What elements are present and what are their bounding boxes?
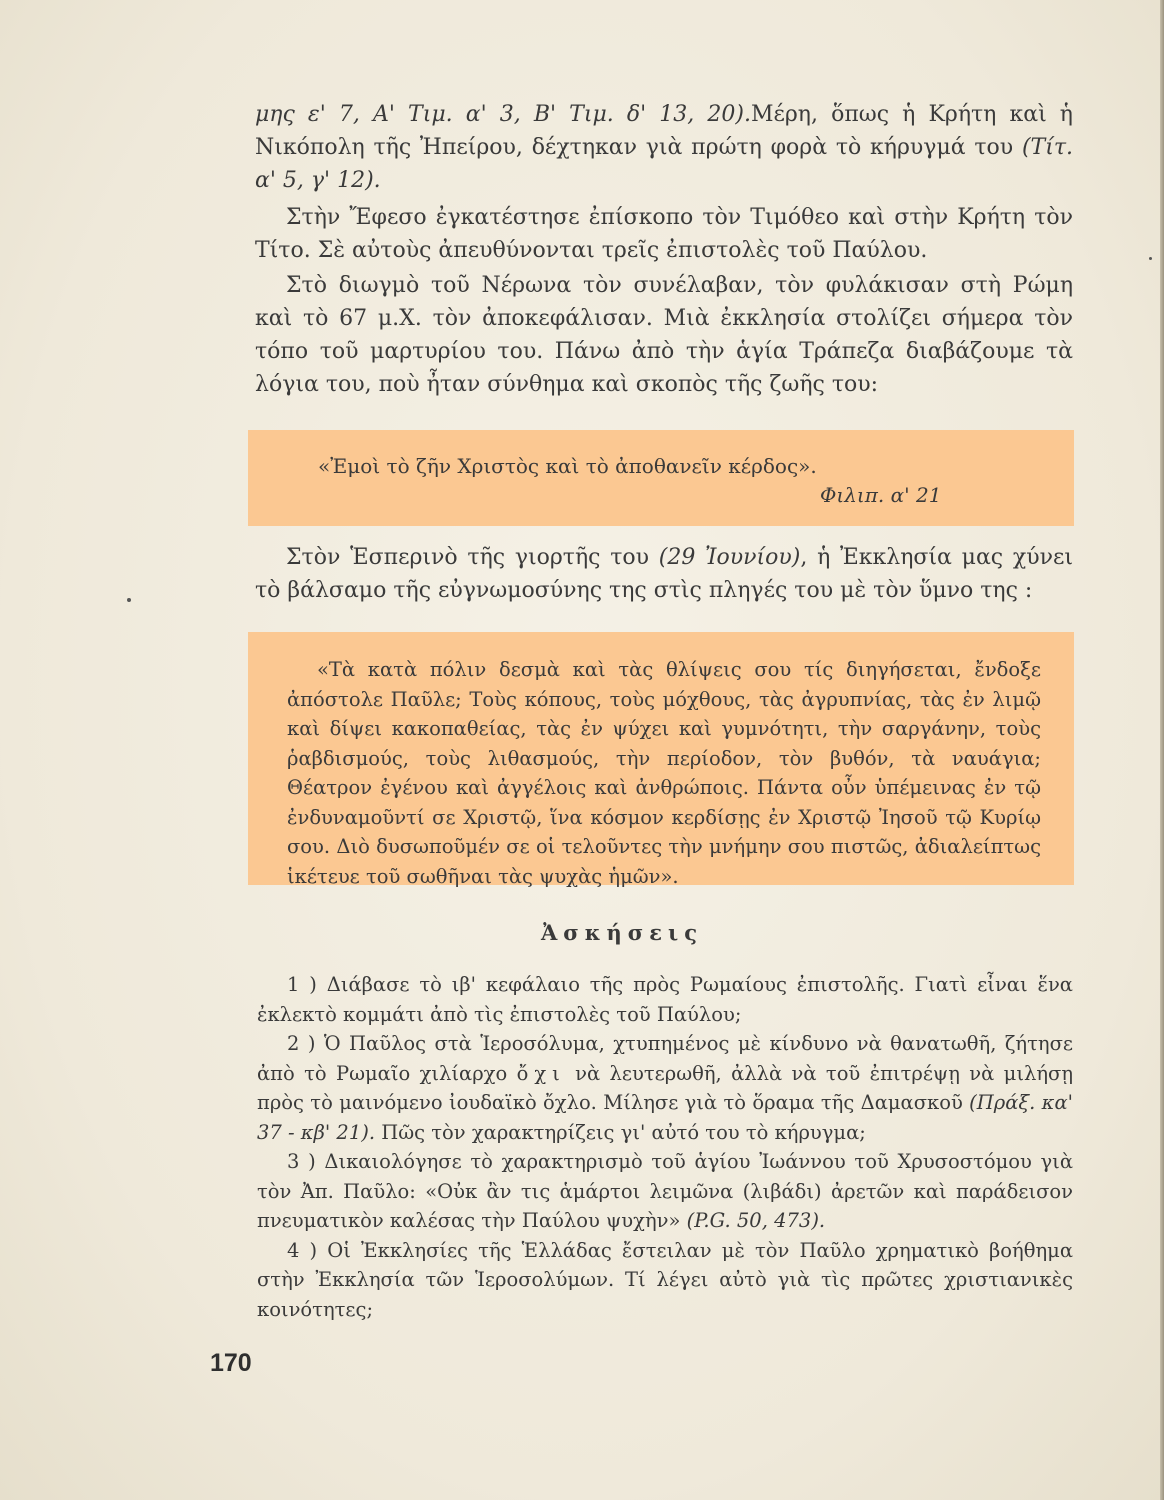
exercise-text: νὰ λευτερωθῆ, ἀλλὰ νὰ τοῦ ἐπιτρέψῃ νὰ μιλήσῃ πρὸς τὸ μαινόμενο ἰουδαϊκὸ ὄχλο. Μίλησε γιὰ τὸ ὅραμα τῆς Δαμασκοῦ (257, 1061, 1073, 1114)
hymn-text-block (287, 655, 1041, 891)
paragraph-1 (255, 98, 1073, 197)
exercise-item (257, 1147, 1073, 1236)
quote-reference: Φιλιπ. α' 21 (820, 483, 942, 507)
paragraph-text: Στὴν Ἔφεσο ἐγκατέστησε ἐπίσκοπο τὸν Τιμόθεο καὶ στὴν Κρήτη τὸν Τίτο. Σὲ αὐτοὺς ἀπευθύνονται τρεῖς ἐπιστολὲς τοῦ Παύλου. (255, 205, 1073, 263)
scripture-reference: μης ε' 7, Α' Τιμ. α' 3, Β' Τιμ. δ' 13, 20). (255, 102, 751, 127)
exercise-number: 4 ) (287, 1238, 328, 1262)
exercise-item (257, 970, 1073, 1029)
paragraph-text: Μέρη, ὅπως ἡ Κρήτη καὶ ἡ Νικόπολη τῆς Ἠπείρου, δέχτηκαν γιὰ πρώτη φορὰ τὸ κήρυγμά του (255, 102, 1073, 160)
paragraph-text: Στὸν Ἑσπερινὸ τῆς γιορτῆς του (286, 545, 659, 570)
paragraph-4 (255, 541, 1073, 607)
exercise-text: Οἱ Ἐκκλησίες τῆς Ἑλλάδας ἔστειλαν μὲ τὸν Παῦλο χρηματικὸ βοήθημα στὴν Ἐκκλησία τῶν Ἱεροσολύμων. Τί λέγει αὐτὸ γιὰ τὶς πρῶτες χριστιανικὲς κοινότητες; (257, 1238, 1073, 1321)
exercise-number: 1 ) (287, 973, 327, 996)
exercise-item (257, 1029, 1073, 1147)
scripture-reference: (Πράξ. κα' 37 - κβ' 21). (257, 1091, 1074, 1144)
hymn-text: «Τὰ κατὰ πόλιν δεσμὰ καὶ τὰς θλίψεις σου τίς διηγήσεται, ἔνδοξε ἀπόστολε Παῦλε; Τοὺς κόπους, τοὺς μόχθους, τὰς ἀγρυπνίας, τὰς ἐν λιμῷ καὶ δίψει κακοπαθείας, τὰς ἐν ψύχει καὶ γυμνότητι, τὴν σαργάνην, τοὺς ῥαβδισμούς, τοὺς λιθασμούς, τὴν περίοδον, τὸν βυθόν, τὰ ναυάγια; Θέατρον ἐγένου καὶ ἀγγέλοις καὶ ἀνθρώποις. Πάντα οὖν ὑπέμεινας ἐν τῷ ἐνδυναμοῦντί σε Χριστῷ, ἵνα κόσμον κερδίσῃς ἐν Χριστῷ Ἰησοῦ τῷ Κυρίῳ σου. Διὸ δυσωποῦμέν σε οἱ τελοῦντες τὴν μνήμην σου πιστῶς, ἀδιαλείπτως ἱκέτευε τοῦ σωθῆναι τὰς ψυχὰς ἡμῶν». (287, 658, 1041, 888)
date-reference: (29 Ἰουνίου) (658, 545, 801, 570)
paragraph-3 (255, 269, 1073, 401)
page-edge (1160, 0, 1164, 1500)
margin-mark (1149, 257, 1152, 260)
page-number: 170 (210, 1349, 252, 1377)
exercise-item (257, 1236, 1073, 1325)
quote-text: «Ἐμοὶ τὸ ζῆν Χριστὸς καὶ τὸ ἀποθανεῖν κέρδος». (318, 454, 817, 478)
patrology-reference: (P.G. 50, 473). (686, 1209, 826, 1232)
paragraph-text: Στὸ διωγμὸ τοῦ Νέρωνα τὸν συνέλαβαν, τὸν φυλάκισαν στὴ Ρώμη καὶ τὸ 67 μ.Χ. τὸν ἀποκεφάλισαν. Μιὰ ἐκκλησία στολίζει σήμερα τὸν τόπο τοῦ μαρτυρίου του. Πάνω ἀπὸ τὴν ἁγία Τράπεζα διαβάζουμε τὰ λόγια του, ποὺ ἦταν σύνθημα καὶ σκοπὸς τῆς ζωῆς του: (255, 273, 1073, 397)
paragraph-text: , ἡ Ἐκκλησία μας χύνει τὸ βάλσαμο τῆς εὐγνωμοσύνης της στὶς πληγές του μὲ τὸν ὕμνο της : (255, 545, 1073, 603)
paragraph-2 (255, 201, 1073, 267)
exercise-text: Διάβασε τὸ ιβ' κεφάλαιο τῆς πρὸς Ρωμαίους ἐπιστολῆς. Γιατὶ εἶναι ἕνα ἐκλεκτὸ κομμάτι ἀπὸ τὶς ἐπιστολὲς τοῦ Παύλου; (257, 973, 1073, 1026)
exercise-text: Ὁ Παῦλος στὰ Ἱεροσόλυμα, χτυπημένος μὲ κίνδυνο νὰ θανατωθῆ, ζήτησε ἀπὸ τὸ Ρωμαῖο χιλίαρχο (257, 1032, 1073, 1085)
exercise-number: 2 ) (287, 1032, 324, 1055)
emphasis-word: ὄχι (516, 1061, 566, 1085)
exercise-text: Δικαιολόγησε τὸ χαρακτηρισμὸ τοῦ ἁγίου Ἰωάννου τοῦ Χρυσοστόμου γιὰ τὸν Ἀπ. Παῦλο: «Οὐκ ἂν τις ἁμάρτοι λειμῶνα (λιβάδι) ἀρετῶν καὶ παράδεισον πνευματικὸν καλέσας τὴν Παύλου ψυχὴν» (257, 1150, 1073, 1232)
scripture-reference: (Τίτ. α' 5, γ' 12). (255, 135, 1073, 193)
exercises-list (257, 970, 1073, 1324)
exercise-text: Πῶς τὸν χαρακτηρίζεις γι' αὐτό του τὸ κήρυγμα; (375, 1120, 866, 1144)
exercises-heading: Ἀσκήσεις (541, 920, 703, 945)
exercise-number: 3 ) (287, 1150, 325, 1173)
margin-mark (127, 598, 131, 602)
